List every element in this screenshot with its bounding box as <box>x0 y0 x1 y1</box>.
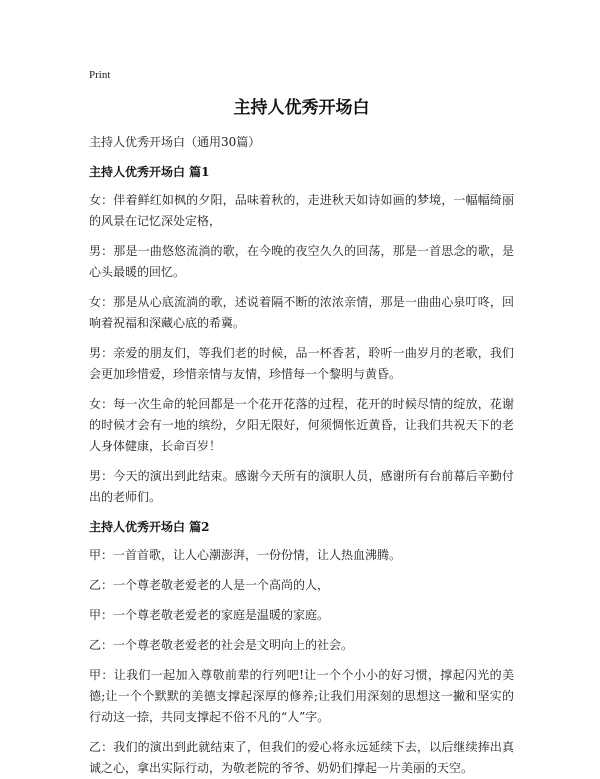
section-2 <box>89 517 514 779</box>
paragraph: 甲：一首首歌，让人心潮澎湃，一份份情，让人热血沸腾。 <box>89 548 402 562</box>
section-heading: 主持人优秀开场白 篇2 <box>89 520 210 534</box>
paragraph: 男：那是一曲悠悠流淌的歌，在今晚的夜空久久的回荡，那是一首思念的歌，是心头最暖的回忆。 <box>89 244 514 279</box>
paragraph: 乙：一个尊老敬老爱老的社会是文明向上的社会。 <box>89 638 354 652</box>
print-label: Print <box>89 69 111 81</box>
page-title: 主持人优秀开场白 <box>233 98 370 118</box>
paragraph: 男：亲爱的朋友们，等我们老的时候，品一杯香茗，聆听一曲岁月的老歌，我们会更加珍惜爱，珍惜亲情与友情，珍惜每一个黎明与黄昏。 <box>89 346 514 381</box>
paragraph: 女：那是从心底流淌的歌，述说着隔不断的浓浓亲情，那是一曲曲心泉叮咚，回响着祝福和深藏心底的希冀。 <box>89 295 514 330</box>
section-heading: 主持人优秀开场白 篇1 <box>89 165 210 179</box>
document-subtitle: 主持人优秀开场白（通用30篇） <box>89 135 261 149</box>
paragraph: 女：每一次生命的轮回都是一个花开花落的过程，花开的时候尽情的绽放，花谢的时候才会有一地的缤纷，夕阳无限好，何须惆怅近黄昏，让我们共祝天下的老人身体健康，长命百岁！ <box>89 397 514 453</box>
section-1 <box>89 162 514 508</box>
paragraph: 女：伴着鲜红如枫的夕阳，品味着秋的，走进秋天如诗如画的梦境，一幅幅绮丽的风景在记忆深处定格， <box>89 193 514 228</box>
paragraph: 乙：我们的演出到此就结束了，但我们的爱心将永远延续下去，以后继续捧出真诚之心，拿出实际行动，为敬老院的爷爷、奶奶们撑起一片美丽的天空。 <box>89 740 514 775</box>
paragraph: 男：今天的演出到此结束。感谢今天所有的演职人员，感谢所有台前幕后辛勤付出的老师们。 <box>89 469 514 504</box>
paragraph: 乙：一个尊老敬老爱老的人是一个高尚的人， <box>89 578 330 592</box>
paragraph: 甲：让我们一起加入尊敬前辈的行列吧!让一个个小小的好习惯，撑起闪光的美德;让一个个默默的美德支撑起深厚的修养;让我们用深刻的思想这一撇和坚实的行动这一捺，共同支撑起不俗不凡的“人”字。 <box>89 668 514 724</box>
paragraph: 甲：一个尊老敬老爱老的家庭是温暖的家庭。 <box>89 608 330 622</box>
